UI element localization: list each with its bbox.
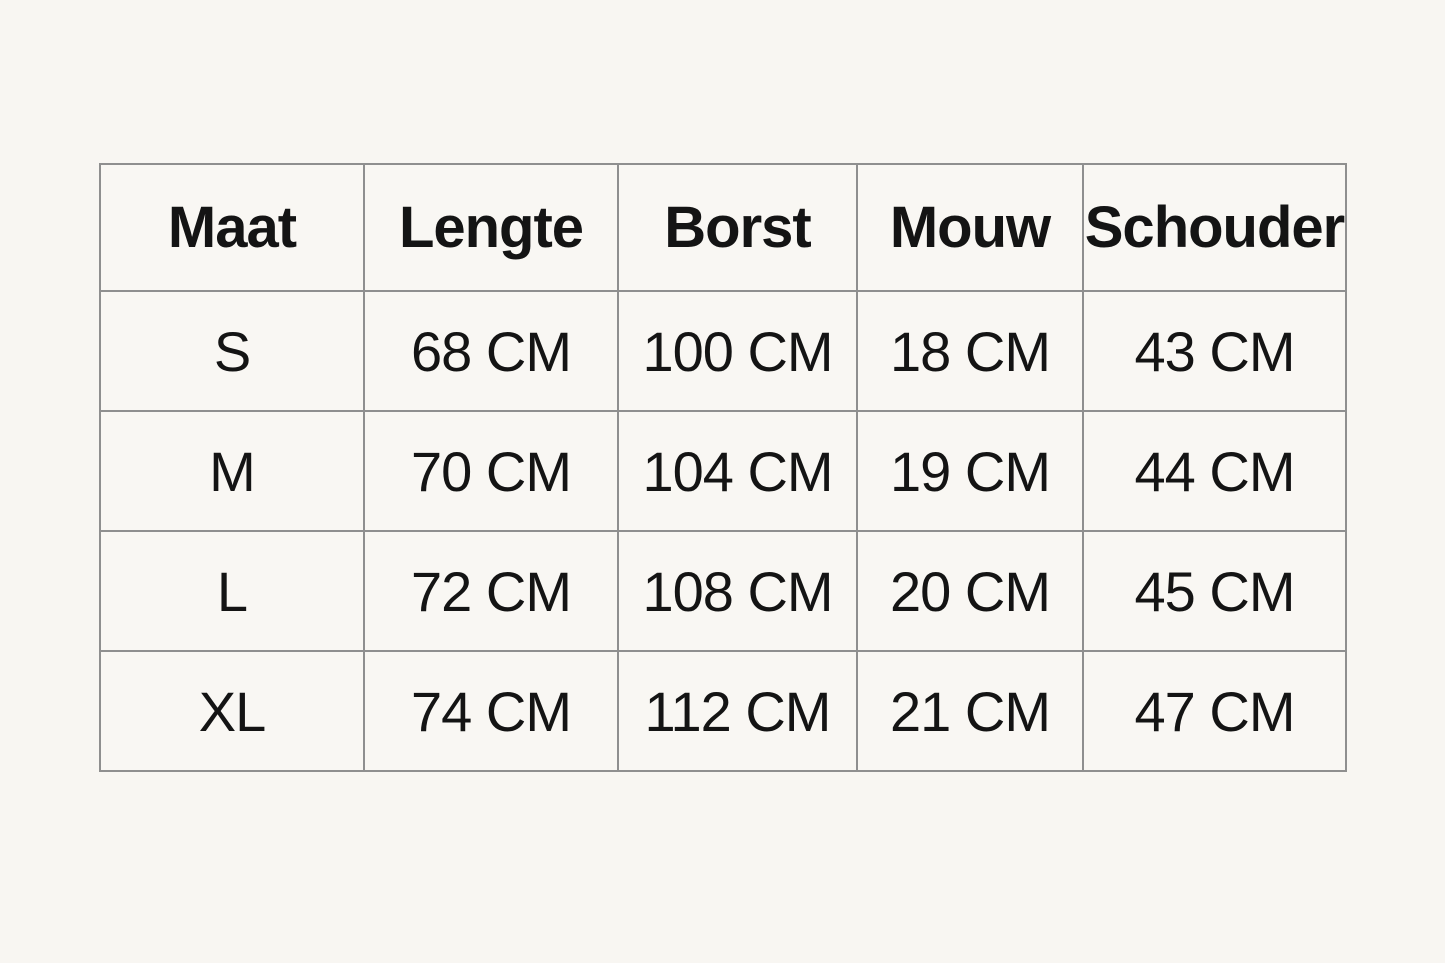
measurement-cell: 43 CM bbox=[1083, 291, 1346, 411]
measurement-cell: 47 CM bbox=[1083, 651, 1346, 771]
measurement-cell: 19 CM bbox=[857, 411, 1083, 531]
measurement-cell: 44 CM bbox=[1083, 411, 1346, 531]
size-label-cell: XL bbox=[100, 651, 364, 771]
measurement-cell: 112 CM bbox=[618, 651, 857, 771]
table-row bbox=[100, 651, 1346, 771]
measurement-cell: 70 CM bbox=[364, 411, 618, 531]
size-label-cell: M bbox=[100, 411, 364, 531]
table-row bbox=[100, 411, 1346, 531]
column-header: Mouw bbox=[857, 164, 1083, 291]
header-row bbox=[100, 164, 1346, 291]
measurement-cell: 72 CM bbox=[364, 531, 618, 651]
table-row bbox=[100, 531, 1346, 651]
column-header: Lengte bbox=[364, 164, 618, 291]
table-row bbox=[100, 291, 1346, 411]
column-header: Schouder bbox=[1083, 164, 1346, 291]
measurement-cell: 45 CM bbox=[1083, 531, 1346, 651]
measurement-cell: 104 CM bbox=[618, 411, 857, 531]
column-header: Maat bbox=[100, 164, 364, 291]
measurement-cell: 68 CM bbox=[364, 291, 618, 411]
measurement-cell: 100 CM bbox=[618, 291, 857, 411]
size-label-cell: S bbox=[100, 291, 364, 411]
table-body bbox=[100, 291, 1346, 771]
size-label-cell: L bbox=[100, 531, 364, 651]
measurement-cell: 108 CM bbox=[618, 531, 857, 651]
measurement-cell: 20 CM bbox=[857, 531, 1083, 651]
measurement-cell: 18 CM bbox=[857, 291, 1083, 411]
size-chart-table bbox=[99, 163, 1347, 772]
column-header: Borst bbox=[618, 164, 857, 291]
measurement-cell: 74 CM bbox=[364, 651, 618, 771]
measurement-cell: 21 CM bbox=[857, 651, 1083, 771]
